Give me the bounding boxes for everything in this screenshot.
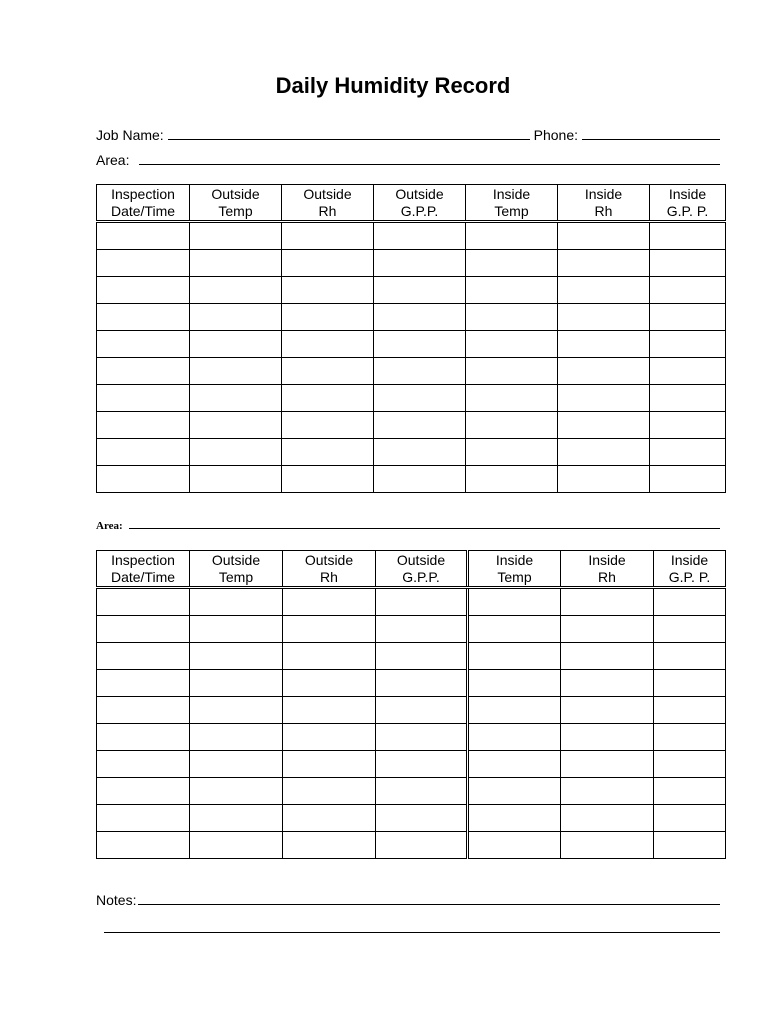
table-cell[interactable] [650,466,726,493]
table-cell[interactable] [376,697,468,724]
table-cell[interactable] [376,751,468,778]
table-cell[interactable] [468,697,561,724]
table-cell[interactable] [561,724,654,751]
table-cell[interactable] [558,466,650,493]
table-cell[interactable] [97,751,190,778]
table-cell[interactable] [374,412,466,439]
phone-field[interactable] [582,139,720,140]
table-cell[interactable] [558,222,650,250]
table-cell[interactable] [374,222,466,250]
table-cell[interactable] [468,778,561,805]
column-header-line2: Temp [494,202,529,219]
table-cell[interactable] [374,385,466,412]
table-cell[interactable] [190,588,283,616]
table-cell[interactable] [190,439,282,466]
table-cell[interactable] [283,724,376,751]
column-header-line2: G.P. P. [668,568,711,585]
column-header [376,551,468,588]
column-header-line1: Inside [492,185,531,202]
notes-field-2[interactable] [104,932,720,933]
table-row [97,331,726,358]
area-field-2[interactable] [129,528,720,529]
table-cell[interactable] [190,277,282,304]
table-row [97,643,726,670]
table-cell[interactable] [561,805,654,832]
table-cell[interactable] [282,304,374,331]
table-cell[interactable] [97,724,190,751]
table-cell[interactable] [650,331,726,358]
column-header [374,185,466,222]
column-header [282,185,374,222]
table-row [97,222,726,250]
table-cell[interactable] [558,439,650,466]
column-header-line1: Inside [668,185,707,202]
table-cell[interactable] [561,697,654,724]
table-cell[interactable] [376,643,468,670]
table-cell[interactable] [376,805,468,832]
column-header [654,551,726,588]
table-cell[interactable] [376,670,468,697]
table-cell[interactable] [558,412,650,439]
notes-row-2 [104,918,720,936]
job-name-field[interactable] [168,139,530,140]
table-cell[interactable] [466,412,558,439]
column-header [468,551,561,588]
table-row [97,670,726,697]
column-header [190,551,283,588]
table-cell[interactable] [97,250,190,277]
table-cell[interactable] [558,331,650,358]
table-cell[interactable] [97,277,190,304]
table-row [97,250,726,277]
table-cell[interactable] [190,385,282,412]
table-cell[interactable] [97,778,190,805]
table-row [97,304,726,331]
table-cell[interactable] [283,670,376,697]
column-header-line2: Rh [320,568,338,585]
table-cell[interactable] [282,222,374,250]
table-cell[interactable] [282,412,374,439]
table-cell[interactable] [282,277,374,304]
table-cell[interactable] [650,222,726,250]
table-cell[interactable] [654,697,726,724]
table-cell[interactable] [97,805,190,832]
table-cell[interactable] [376,724,468,751]
table-cell[interactable] [374,439,466,466]
table-cell[interactable] [374,358,466,385]
table-cell[interactable] [283,805,376,832]
table-cell[interactable] [468,724,561,751]
table-cell[interactable] [97,832,190,859]
column-header-line2: G.P. P. [666,202,709,219]
table-cell[interactable] [190,358,282,385]
column-header-line1: Inside [584,185,623,202]
table-cell[interactable] [654,832,726,859]
table-cell[interactable] [190,724,283,751]
table-cell[interactable] [561,832,654,859]
table-cell[interactable] [561,751,654,778]
table-cell[interactable] [561,616,654,643]
column-header-line1: Outside [395,185,444,202]
table-row [97,358,726,385]
column-header-line2: Temp [218,202,253,219]
table-cell[interactable] [190,778,283,805]
table-cell[interactable] [283,751,376,778]
table-cell[interactable] [282,331,374,358]
table-cell[interactable] [282,466,374,493]
table-cell[interactable] [190,697,283,724]
column-header-line1: Outside [211,551,261,568]
table-cell[interactable] [654,751,726,778]
table-cell[interactable] [283,832,376,859]
table-cell[interactable] [190,304,282,331]
table-cell[interactable] [97,385,190,412]
table-cell[interactable] [283,697,376,724]
table-cell[interactable] [650,439,726,466]
table-cell[interactable] [654,670,726,697]
table-cell[interactable] [282,250,374,277]
table-cell[interactable] [466,250,558,277]
table-row [97,805,726,832]
notes-field[interactable] [138,904,720,905]
column-header [97,551,190,588]
table-cell[interactable] [468,751,561,778]
table-cell[interactable] [466,466,558,493]
table-cell[interactable] [374,304,466,331]
table-row [97,412,726,439]
column-header-line2: G.P.P. [400,202,439,219]
table-cell[interactable] [650,385,726,412]
table-cell[interactable] [468,588,561,616]
table-row [97,697,726,724]
area-field[interactable] [139,164,720,165]
table-cell[interactable] [97,697,190,724]
table-cell[interactable] [97,643,190,670]
column-header-line2: Rh [318,202,337,219]
table-cell[interactable] [190,832,283,859]
column-header-line1: Outside [211,185,260,202]
column-header-line2: Temp [497,568,532,585]
table-cell[interactable] [466,439,558,466]
table-cell[interactable] [97,222,190,250]
table-row [97,466,726,493]
column-header-line1: Outside [303,185,352,202]
table-cell[interactable] [466,277,558,304]
column-header-line2: Temp [218,568,254,585]
table-cell[interactable] [97,588,190,616]
table-cell[interactable] [283,616,376,643]
table-cell[interactable] [97,412,190,439]
table-cell[interactable] [558,304,650,331]
table-cell[interactable] [282,439,374,466]
table-cell[interactable] [376,616,468,643]
table-cell[interactable] [466,385,558,412]
area-row [96,152,720,168]
table-cell[interactable] [558,277,650,304]
humidity-table-2 [96,550,726,859]
table-cell[interactable] [190,805,283,832]
table-cell[interactable] [190,222,282,250]
table-cell[interactable] [466,358,558,385]
job-name-row [96,127,720,143]
table-cell[interactable] [376,778,468,805]
table-cell[interactable] [650,412,726,439]
table-cell[interactable] [190,331,282,358]
table-cell[interactable] [561,588,654,616]
table-cell[interactable] [654,588,726,616]
table-cell[interactable] [466,331,558,358]
page-title: Daily Humidity Record [275,73,511,98]
column-header-line2: G.P.P. [402,568,440,585]
humidity-table-1 [96,184,726,493]
table-cell[interactable] [561,643,654,670]
table-cell[interactable] [376,588,468,616]
table-cell[interactable] [283,643,376,670]
table-cell[interactable] [282,385,374,412]
area-label: Area: [96,152,130,168]
table-cell[interactable] [654,778,726,805]
column-header-line1: Inspection [111,185,175,202]
notes-label: Notes: [96,892,137,908]
phone-label: Phone: [533,127,578,143]
table-cell[interactable] [558,250,650,277]
column-header-line2: Rh [598,568,616,585]
job-name-label: Job Name: [96,127,164,143]
table-row [97,778,726,805]
table-cell[interactable] [190,250,282,277]
table-row [97,588,726,616]
table-cell[interactable] [468,616,561,643]
table-row [97,277,726,304]
column-header-line2: Rh [594,202,613,219]
table-cell[interactable] [561,670,654,697]
table-cell[interactable] [654,616,726,643]
column-header-line2: Date/Time [110,568,176,585]
column-header [558,185,650,222]
table-cell[interactable] [654,805,726,832]
table-row [97,724,726,751]
table-cell[interactable] [650,304,726,331]
table-cell[interactable] [561,778,654,805]
column-header-line2: Date/Time [110,202,176,219]
table-cell[interactable] [190,412,282,439]
column-header [283,551,376,588]
table-cell[interactable] [374,466,466,493]
table-cell[interactable] [190,670,283,697]
table-cell[interactable] [97,304,190,331]
table-cell[interactable] [97,358,190,385]
table-row [97,832,726,859]
table-cell[interactable] [283,778,376,805]
table-cell[interactable] [97,616,190,643]
table-cell[interactable] [468,670,561,697]
table-cell[interactable] [282,358,374,385]
table-cell[interactable] [654,724,726,751]
table-cell[interactable] [97,331,190,358]
column-header [561,551,654,588]
column-header [190,185,282,222]
table-row [97,385,726,412]
table-cell[interactable] [374,250,466,277]
notes-row [96,892,720,908]
table-cell[interactable] [650,277,726,304]
table-cell[interactable] [190,616,283,643]
column-header [466,185,558,222]
table-header-row [97,185,726,222]
table-row [97,439,726,466]
table-cell[interactable] [190,466,282,493]
column-header-line1: Inside [588,551,626,568]
table-cell[interactable] [468,832,561,859]
table-cell[interactable] [558,358,650,385]
column-header-line1: Inside [495,551,534,568]
table-cell[interactable] [376,832,468,859]
table-cell[interactable] [558,385,650,412]
table-cell[interactable] [468,643,561,670]
table-cell[interactable] [97,439,190,466]
column-header-line1: Inside [670,551,709,568]
table-cell[interactable] [97,466,190,493]
table-cell[interactable] [374,277,466,304]
table-cell[interactable] [654,643,726,670]
column-header-line1: Outside [304,551,354,568]
table-header-row [97,551,726,588]
table-cell[interactable] [650,358,726,385]
table-cell[interactable] [466,222,558,250]
column-header [97,185,190,222]
table-row [97,616,726,643]
area-label-2: Area: [96,520,123,532]
column-header [650,185,726,222]
column-header-line1: Outside [396,551,446,568]
table-row [97,751,726,778]
table-cell[interactable] [97,670,190,697]
table-cell[interactable] [190,751,283,778]
table-cell[interactable] [650,250,726,277]
area-row-2 [96,520,720,532]
table-cell[interactable] [466,304,558,331]
table-cell[interactable] [283,588,376,616]
table-cell[interactable] [374,331,466,358]
column-header-line1: Inspection [111,551,175,568]
table-cell[interactable] [468,805,561,832]
table-cell[interactable] [190,643,283,670]
